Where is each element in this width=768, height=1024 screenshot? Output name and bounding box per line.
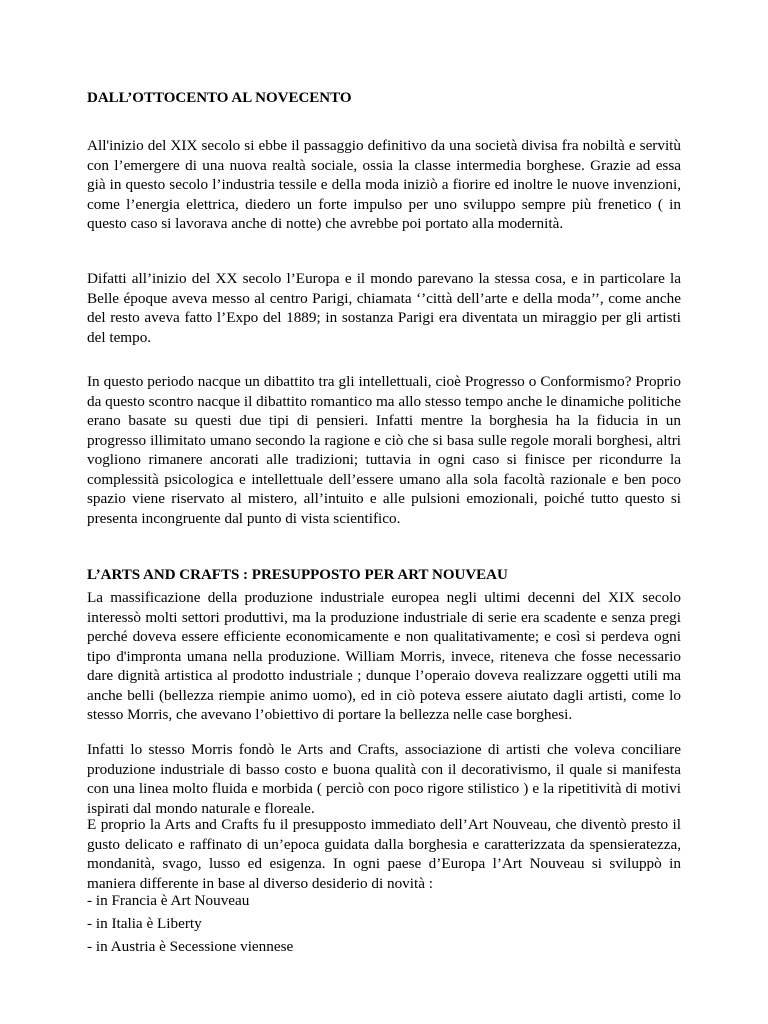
paragraph-progresso-conformismo: In questo periodo nacque un dibattito tra gli intellettuali, cioè Progresso o Conformismo? Proprio da questo scontro nacque il dibattito romantico ma allo stesso tempo anche le dinamiche politiche erano basate su questi due tipi di pensieri. Infatti mentre la borghesia ha la fiducia in un progresso illimitato umano secondo la ragione e ciò che si basa sulle regole morali borghesi, altri vogliono rimanere ancorati alle tradizioni; tuttavia in ogni caso si finisce per ricondurre la complessità psicologica e intellettuale dell’essere umano alla sola facoltà razionale e ben poco spazio viene riservato al mistero, all’intuito e alle pulsioni emozionali, poiché tutto questo si presenta incongruente dal punto di vista scientifico. (87, 373, 681, 527)
paragraph-morris-fondo: Infatti lo stesso Morris fondò le Arts and Crafts, associazione di artisti che voleva conciliare produzione industriale di basso costo e buona qualità con il decorativismo, il quale si manifesta con una linea molto fluida e morbida ( perciò con poco rigore stilistico ) e la ripetitività di motivi ispirati dal mondo naturale e floreale. (87, 741, 681, 817)
section-heading-arts-and-crafts: L’ARTS AND CRAFTS : PRESUPPOSTO PER ART NOUVEAU (87, 567, 508, 583)
list-item-italia: - in Italia è Liberty (87, 915, 202, 932)
list-item-francia: - in Francia è Art Nouveau (87, 892, 250, 909)
paragraph-art-nouveau: E proprio la Arts and Crafts fu il presupposto immediato dell’Art Nouveau, che diventò presto il gusto delicato e raffinato di un’epoca guidata dalla borghesia e caratterizzata da spensieratezza, mondanità, svago, lusso ed esigenza. In ogni paese d’Europa l’Art Nouveau si sviluppò in maniera differente in base al diverso desiderio di novità : (87, 816, 681, 892)
list-item-austria: - in Austria è Secessione viennese (87, 938, 294, 955)
paragraph-massificazione: La massificazione della produzione industriale europea negli ultimi decenni del XIX secolo interessò molti settori produttivi, ma la produzione industriale di serie era scadente e senza pregi perché doveva essere efficiente economicamente e non qualitativamente; e così si perdeva ogni tipo d'impronta umana nella produzione. William Morris, invece, riteneva che fosse necessario dare dignità artistica al prodotto industriale ; dunque l’operaio doveva realizzare oggetti utili ma anche belli (bellezza riempie animo uomo), ed in ciò poteva essere aiutato dagli artisti, come lo stesso Morris, che avevano l’obiettivo di portare la bellezza nelle case borghesi. (87, 589, 681, 723)
paragraph-belle-epoque: Difatti all’inizio del XX secolo l’Europa e il mondo parevano la stessa cosa, e in particolare la Belle époque aveva messo al centro Parigi, chiamata ‘’città dell’arte e della moda’’, come anche del resto aveva fatto l’Expo del 1889; in sostanza Parigi era diventata un miraggio per gli artisti del tempo. (87, 270, 681, 346)
section-heading-ottocento: DALL’OTTOCENTO AL NOVECENTO (87, 90, 352, 106)
paragraph-xix-secolo: All'inizio del XIX secolo si ebbe il passaggio definitivo da una società divisa fra nobiltà e servitù con l’emergere di una nuova realtà sociale, ossia la classe intermedia borghese. Grazie ad essa già in questo secolo l’industria tessile e della moda iniziò a fiorire ed inoltre le nuove invenzioni, come l’energia elettrica, diedero un forte impulso per uno sviluppo sempre più frenetico ( in questo caso si lavorava anche di notte) che avrebbe poi portato alla modernità. (87, 137, 681, 232)
